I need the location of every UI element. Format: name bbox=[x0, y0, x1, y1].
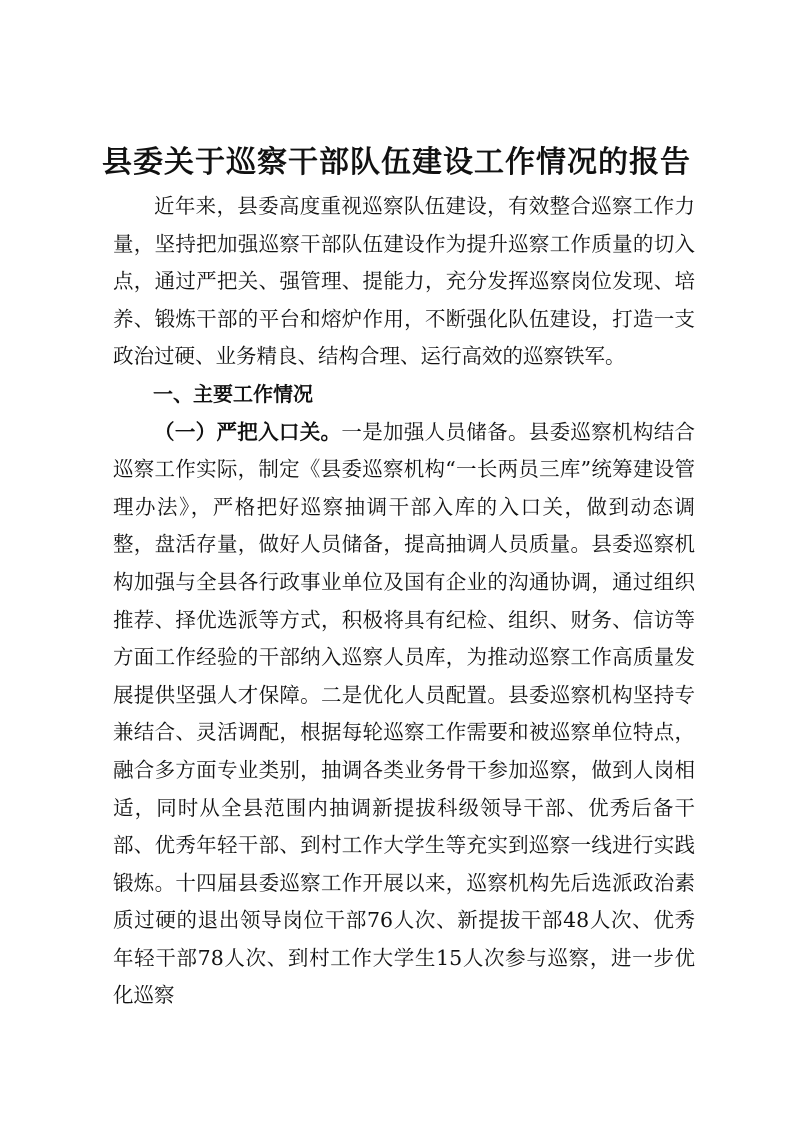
document-title: 县委关于巡察干部队伍建设工作情况的报告 bbox=[102, 145, 691, 180]
section-heading: 一、主要工作情况 bbox=[153, 381, 313, 406]
intro-paragraph: 近年来，县委高度重视巡察队伍建设，有效整合巡察工作力量，坚持把加强巡察干部队伍建设作为提升巡察工作质量的切入点，通过严把关、强管理、提能力，充分发挥巡察岗位发现、培养、锻炼干部的平台和熔炉作用，不断强化队伍建设，打造一支政治过硬、业务精良、结构合理、运行高效的巡察铁军。 bbox=[113, 194, 695, 369]
subsection-heading: （一）严把入口关。 bbox=[154, 419, 342, 444]
subsection-paragraph bbox=[113, 414, 695, 1016]
subsection-text: 一是加强人员储备。县委巡察机构结合巡察工作实际，制定《县委巡察机构“一长两员三库”统筹建设管理办法》，严格把好巡察抽调干部入库的入口关，做到动态调整，盘活存量，做好人员储备，提高抽调人员质量。县委巡察机构加强与全县各行政事业单位及国有企业的沟通协调，通过组织推荐、择优选派等方式，积极将具有纪检、组织、财务、信访等方面工作经验的干部纳入巡察人员库，为推动巡察工作高质量发展提供坚强人才保障。二是优化人员配置。县委巡察机构坚持专兼结合、灵活调配，根据每轮巡察工作需要和被巡察单位特点，融合多方面专业类别，抽调各类业务骨干参加巡察，做到人岗相适，同时从全县范围内抽调新提拔科级领导干部、优秀后备干部、优秀年轻干部、到村工作大学生等充实到巡察一线进行实践锻炼。十四届县委巡察工作开展以来，巡察机构先后选派政治素质过硬的退出领导岗位干部76人次、新提拔干部48人次、优秀年轻干部78人次、到村工作大学生15人次参与巡察，进一步优化巡察 bbox=[113, 419, 696, 1008]
document-body bbox=[113, 188, 695, 1015]
